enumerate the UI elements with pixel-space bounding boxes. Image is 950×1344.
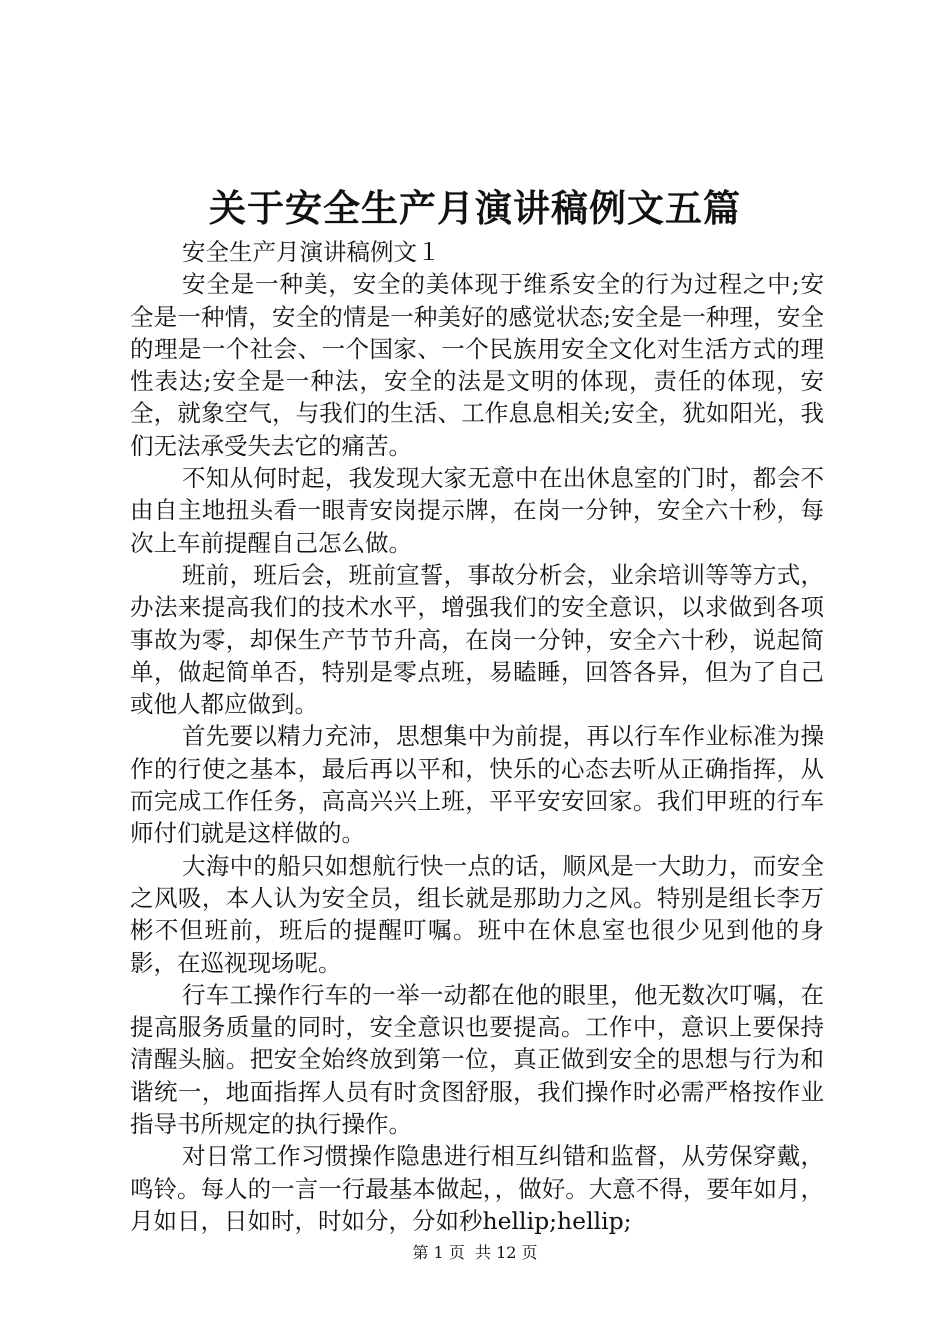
section-subheading: 安全生产月演讲稿例文１ [182, 238, 441, 266]
page-footer: 第 1 页 共 12 页 [412, 1243, 538, 1262]
body-paragraph: 安全是一种美，安全的美体现于维系安全的行为过程之中;安全是一种情，安全的情是一种美好的感觉状态;安全是一种理，安全的理是一个社会、一个国家、一个民族用安全文化对生活方式的理性表达;安全是一种法，安全的法是文明的体现，责任的体现，安全，就象空气，与我们的生活、工作息息相关;安全，犹如阳光，我们无法承受失去它的痛苦。 [130, 270, 824, 460]
body-paragraph: 班前，班后会，班前宣誓，事故分析会，业余培训等等方式，办法来提高我们的技术水平，增强我们的安全意识，以求做到各项事故为零，却保生产节节升高，在岗一分钟，安全六十秒，说起简单，做起简单否，特别是零点班，易瞌睡，回答各异，但为了自己或他人都应做到。 [130, 560, 824, 719]
body-paragraph: 行车工操作行车的一举一动都在他的眼里，他无数次叮嘱，在提高服务质量的同时，安全意识也要提高。工作中，意识上要保持清醒头脑。把安全始终放到第一位，真正做到安全的思想与行为和谐统一，地面指挥人员有时贪图舒服，我们操作时必需严格按作业指导书所规定的执行操作。 [130, 980, 824, 1139]
body-paragraph: 大海中的船只如想航行快一点的话，顺风是一大助力，而安全之风吸，本人认为安全员，组长就是那助力之风。特别是组长李万彬不但班前，班后的提醒叮嘱。班中在休息室也很少见到他的身影，在巡视现场呢。 [130, 851, 824, 977]
body-paragraph: 首先要以精力充沛，思想集中为前提，再以行车作业标准为操作的行使之基本，最后再以平和，快乐的心态去听从正确指挥，从而完成工作任务，高高兴兴上班，平平安安回家。我们甲班的行车师付们就是这样做的。 [130, 722, 824, 848]
document-title: 关于安全生产月演讲稿例文五篇 [209, 186, 741, 230]
body-paragraph: 不知从何时起，我发现大家无意中在出休息室的门时，都会不由自主地扭头看一眼青安岗提示牌，在岗一分钟，安全六十秒，每次上车前提醒自己怎么做。 [130, 464, 824, 557]
document-body [130, 236, 824, 1237]
body-paragraph: 对日常工作习惯操作隐患进行相互纠错和监督，从劳保穿戴，鸣铃。每人的一言一行最基本做起，，做好。大意不得，要年如月，月如日，日如时，时如分，分如秒hellip;hellip; [130, 1142, 824, 1235]
